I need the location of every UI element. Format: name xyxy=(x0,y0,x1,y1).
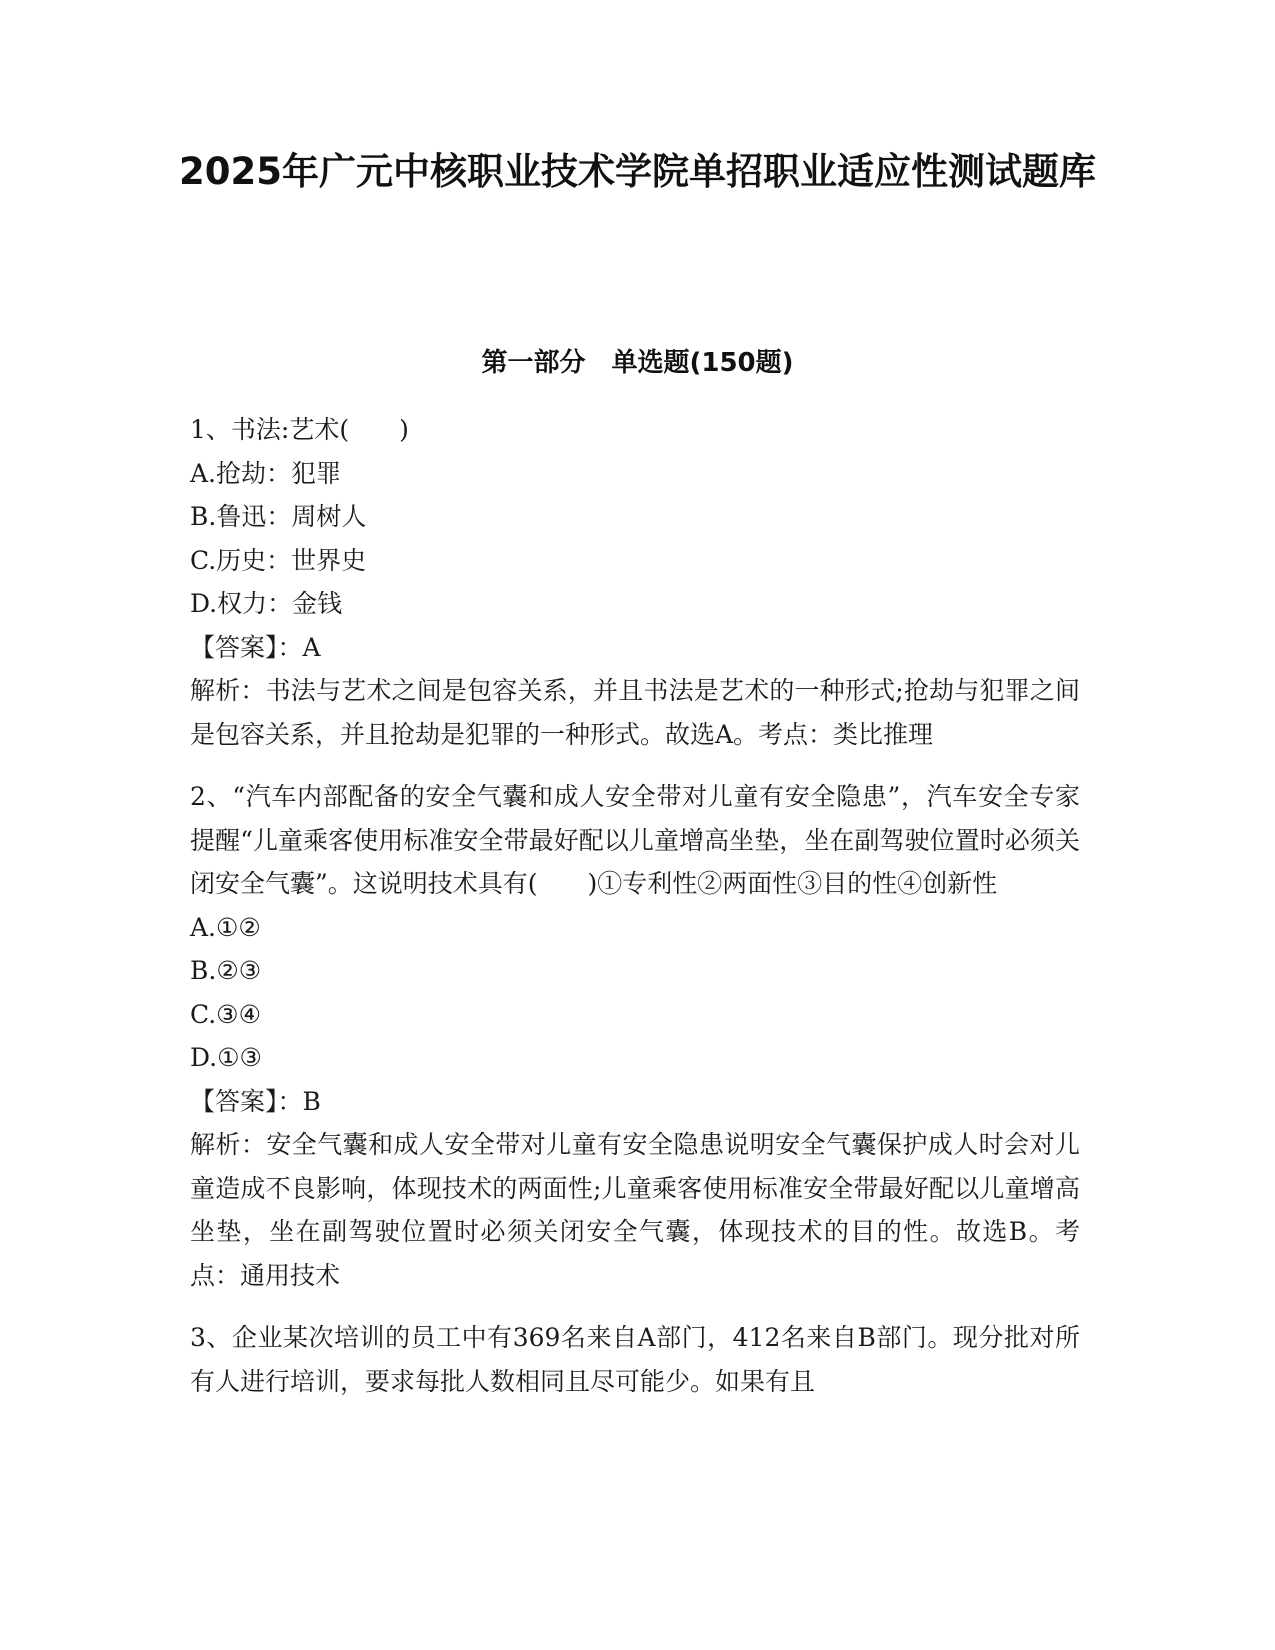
option-c: C.③④ xyxy=(190,999,262,1029)
section-heading: 第一部分 单选题(150题) xyxy=(481,348,794,378)
question-list xyxy=(190,408,1080,1422)
document-title: 2025年广元中核职业技术学院单招职业适应性测试题库 xyxy=(179,150,1096,193)
question-item xyxy=(190,1316,1080,1403)
analysis-text: 解析：书法与艺术之间是包容关系，并且书法是艺术的一种形式;抢劫与犯罪之间是包容关系，并且抢劫是犯罪的一种形式。故选A。考点：类比推理 xyxy=(190,676,1080,749)
option-b: B.②③ xyxy=(190,956,262,985)
question-stem: 3、企业某次培训的员工中有369名来自A部门，412名来自B部门。现分批对所有人进行培训，要求每批人数相同且尽可能少。如果有且 xyxy=(190,1323,1080,1396)
question-stem: 2、“汽车内部配备的安全气囊和成人安全带对儿童有安全隐患”，汽车安全专家提醒“儿童乘客使用标准安全带最好配以儿童增高坐垫，坐在副驾驶位置时必须关闭安全气囊”。这说明技术具有( )①专利性②两面性③目的性④创新性 xyxy=(190,782,1080,898)
option-a: A.抢劫：犯罪 xyxy=(190,458,342,488)
option-d: D.①③ xyxy=(190,1043,262,1072)
option-b: B.鲁迅：周树人 xyxy=(190,502,367,531)
question-item xyxy=(190,775,1080,1297)
option-d: D.权力：金钱 xyxy=(190,589,343,618)
answer-line: 【答案】：B xyxy=(190,1086,321,1116)
question-item xyxy=(190,408,1080,756)
option-c: C.历史：世界史 xyxy=(190,545,367,575)
option-a: A.①② xyxy=(190,912,261,942)
answer-line: 【答案】：A xyxy=(190,632,321,662)
analysis-text: 解析：安全气囊和成人安全带对儿童有安全隐患说明安全气囊保护成人时会对儿童造成不良影响，体现技术的两面性;儿童乘客使用标准安全带最好配以儿童增高坐垫，坐在副驾驶位置时必须关闭安全气囊，体现技术的目的性。故选B。考点：通用技术 xyxy=(190,1130,1080,1290)
question-stem: 1、书法:艺术( ) xyxy=(190,415,409,444)
